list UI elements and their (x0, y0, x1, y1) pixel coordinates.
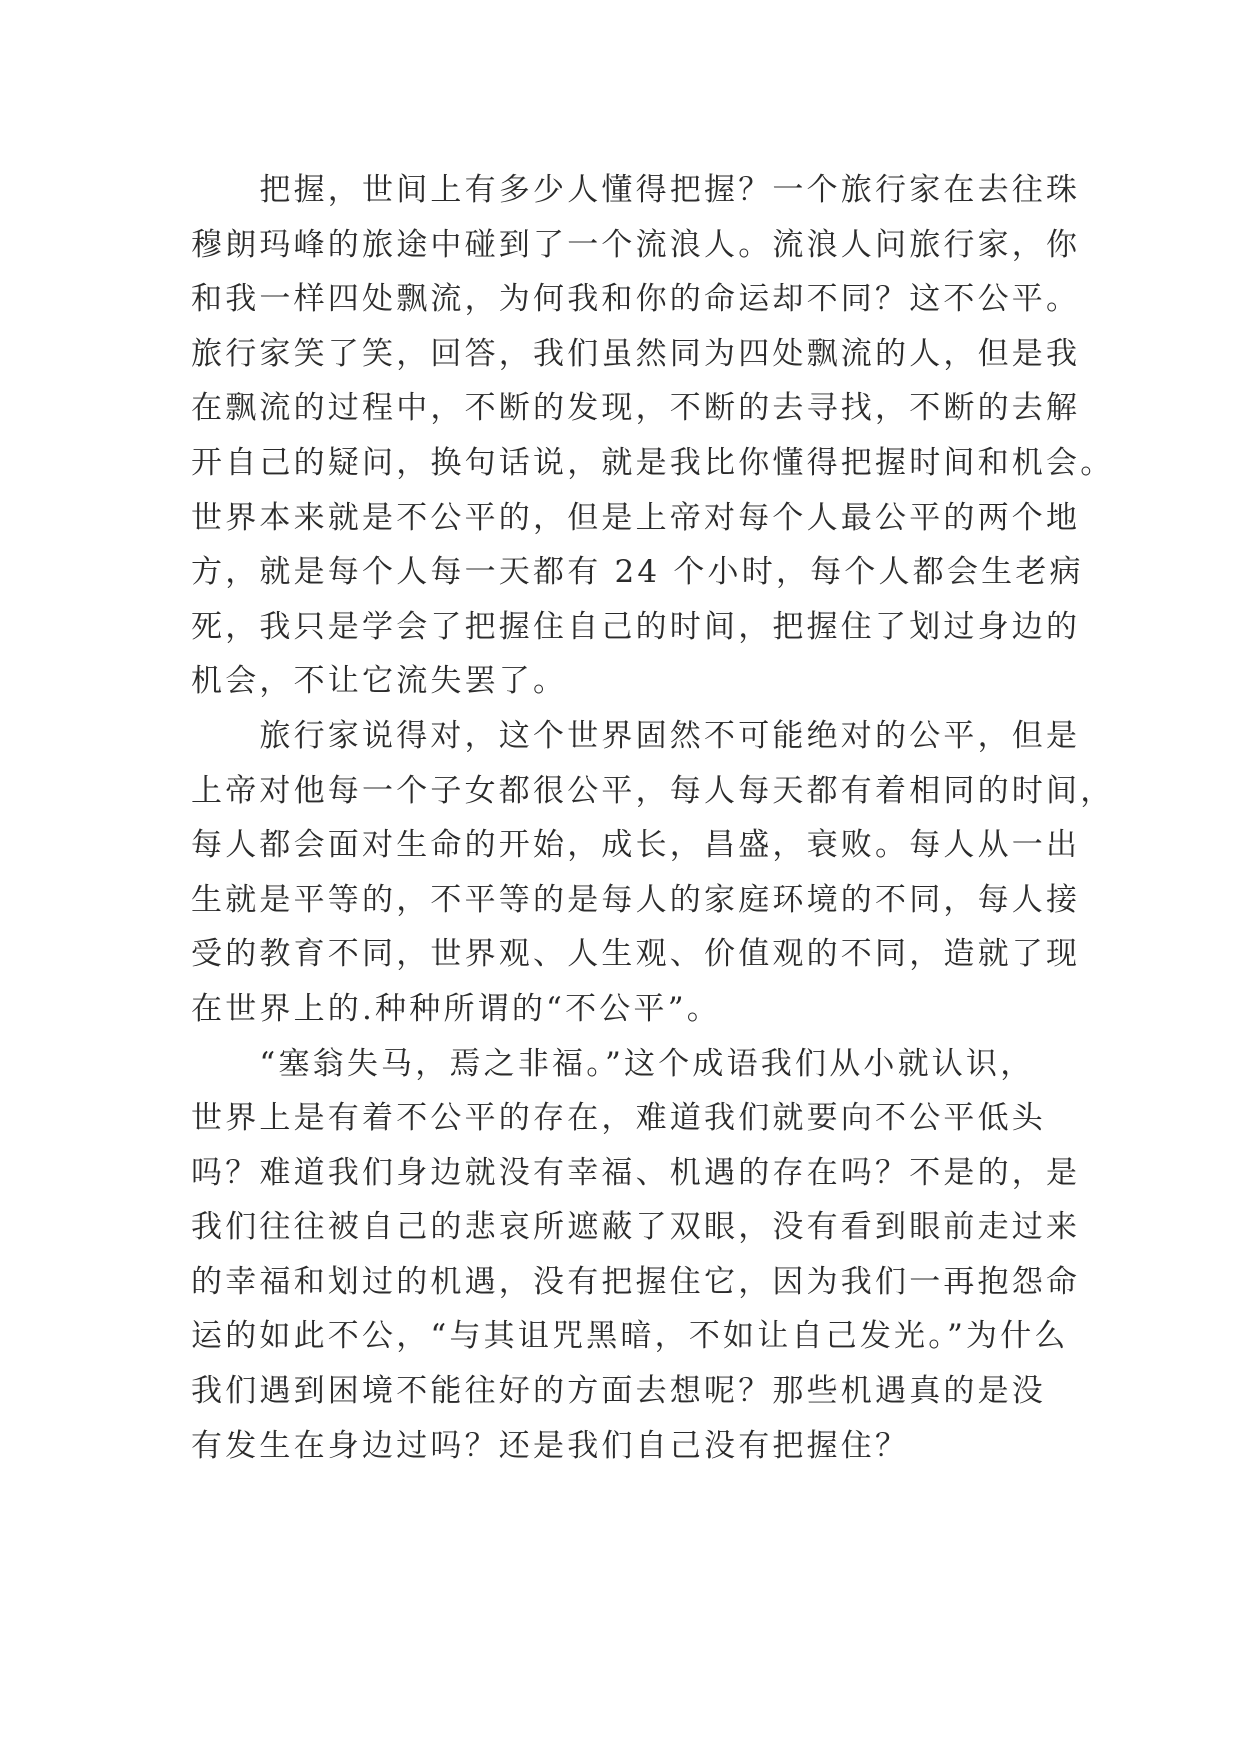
text-line: 有发生在身边过吗？还是我们自己没有把握住？ (191, 1427, 910, 1464)
text-line: 运的如此不公，“与其诅咒黑暗，不如让自己发光。”为什么 (191, 1318, 1069, 1355)
text-line: 旅行家笑了笑，回答，我们虽然同为四处飘流的人，但是我 (191, 335, 1081, 372)
text-line: 方，就是每个人每一天都有 24 个小时，每个人都会生老病 (191, 554, 1084, 591)
text-line: 世界上是有着不公平的存在，难道我们就要向不公平低头 (191, 1100, 1046, 1137)
text-line: 生就是平等的，不平等的是每人的家庭环境的不同，每人接 (191, 881, 1081, 918)
text-line: 把握，世间上有多少人懂得把握？一个旅行家在去往珠 (191, 172, 1081, 208)
text-line: 的幸福和划过的机遇，没有把握住它，因为我们一再抱怨命 (191, 1263, 1081, 1300)
text-line: 穆朗玛峰的旅途中碰到了一个流浪人。流浪人问旅行家，你 (191, 226, 1081, 263)
paragraph-2 (191, 709, 1115, 1037)
text-line: 在飘流的过程中，不断的发现，不断的去寻找，不断的去解 (191, 390, 1081, 427)
text-line: 我们往往被自己的悲哀所遮蔽了双眼，没有看到眼前走过来 (191, 1209, 1081, 1246)
essay-body (191, 163, 1115, 1473)
text-line: 世界本来就是不公平的，但是上帝对每个人最公平的两个地 (191, 499, 1081, 536)
text-line: 我们遇到困境不能往好的方面去想呢？那些机遇真的是没 (191, 1373, 1046, 1410)
text-line: 每人都会面对生命的开始，成长，昌盛，衰败。每人从一出 (191, 827, 1081, 864)
text-line: 上帝对他每一个子女都很公平，每人每天都有着相同的时间， (191, 772, 1115, 809)
text-line: 吗？难道我们身边就没有幸福、机遇的存在吗？不是的，是 (191, 1154, 1081, 1191)
text-line: “塞翁失马，焉之非福。”这个成语我们从小就认识， (191, 1045, 1035, 1082)
text-line: 死，我只是学会了把握住自己的时间，把握住了划过身边的 (191, 608, 1081, 645)
text-line: 旅行家说得对，这个世界固然不可能绝对的公平，但是 (191, 717, 1081, 754)
text-line: 开自己的疑问，换句话说，就是我比你懂得把握时间和机会。 (191, 444, 1115, 481)
paragraph-3 (191, 1037, 1081, 1474)
text-line: 在世界上的.种种所谓的“不公平”。 (191, 990, 721, 1027)
text-line: 机会，不让它流失罢了。 (191, 663, 568, 700)
text-line: 和我一样四处飘流，为何我和你的命运却不同？这不公平。 (191, 281, 1081, 318)
text-line: 受的教育不同，世界观、人生观、价值观的不同，造就了现 (191, 936, 1081, 973)
paragraph-1 (191, 163, 1115, 709)
